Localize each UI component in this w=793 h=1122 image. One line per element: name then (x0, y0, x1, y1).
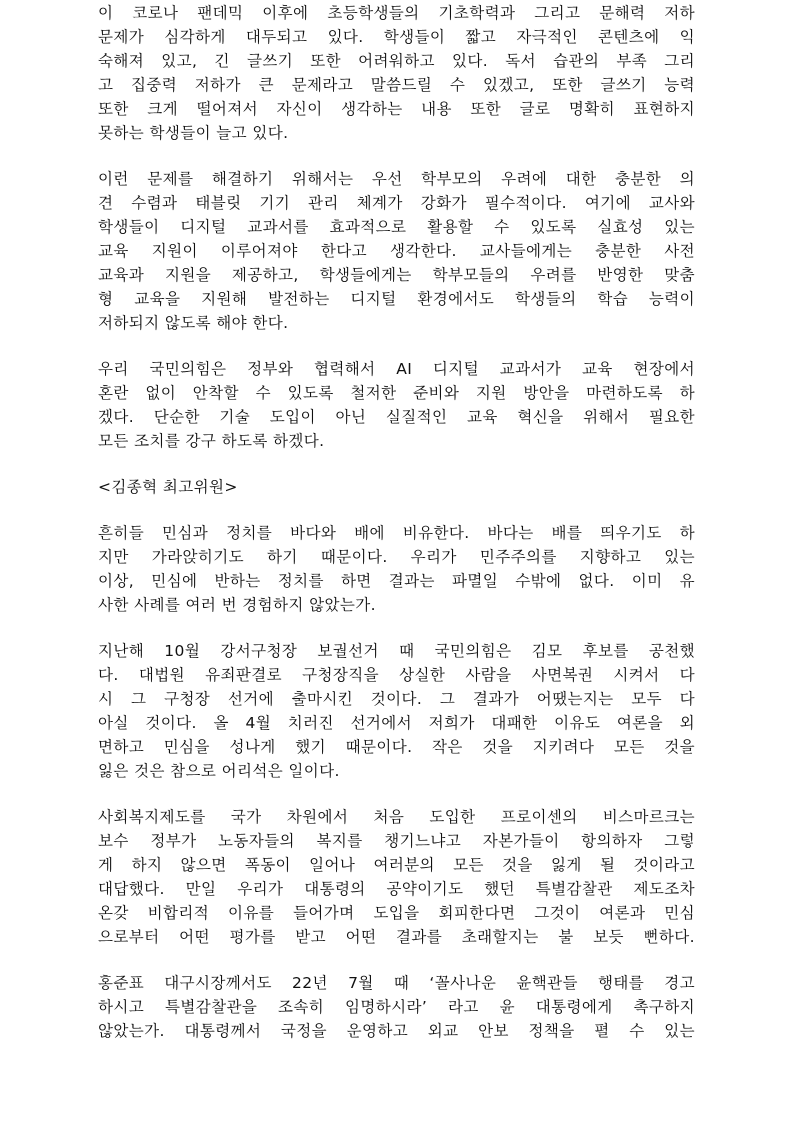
text-line: 겠다. 단순한 기술 도입이 아닌 실질적인 교육 혁신을 위해서 필요한 (98, 408, 695, 426)
text-line: 보수 정부가 노동자들의 복지를 챙기느냐고 자본가들이 항의하자 그렇 (98, 832, 695, 850)
text-line: 게 하지 않으면 폭동이 일어나 여러분의 모든 것을 잃게 될 것이라고 (98, 856, 695, 874)
text-line: 으로부터 어떤 평가를 받고 어떤 결과를 초래할지는 불 보듯 뻔하다. (98, 928, 695, 946)
text-line: 이 코로나 팬데믹 이후에 초등학생들의 기초학력과 그리고 문해력 저하 (98, 4, 695, 22)
text-line: 이런 문제를 해결하기 위해서는 우선 학부모의 우려에 대한 충분한 의 (98, 170, 695, 188)
document-body (98, 1, 695, 1065)
text-line: 홍준표 대구시장께서도 22년 7월 때 ‘꼴사나운 윤핵관들 행태를 경고 (98, 974, 695, 992)
speaker-name: <김종혁 최고위원> (98, 478, 238, 496)
text-line: 사한 사례를 여러 번 경험하지 않았는가. (98, 596, 376, 614)
text-line: 대답했다. 만일 우리가 대통령의 공약이기도 했던 특별감찰관 제도조차 (98, 880, 695, 898)
paragraph-bismarck (98, 805, 695, 949)
text-line: 온갖 비합리적 이유를 들어가며 도입을 회피한다면 그것이 여론과 민심 (98, 904, 695, 922)
text-line: 학생들이 디지털 교과서를 효과적으로 활용할 수 있도록 실효성 있는 (98, 218, 695, 236)
text-line: 혼란 없이 안착할 수 있도록 철저한 준비와 지원 방안을 마련하도록 하 (98, 384, 695, 402)
text-line: 또한 크게 떨어져서 자신이 생각하는 내용 또한 글로 명확히 표현하지 (98, 100, 695, 118)
text-line: 모든 조치를 강구 하도록 하겠다. (98, 432, 325, 450)
paragraph-party-commitment (98, 357, 695, 453)
text-line: 견 수렴과 태블릿 기기 관리 체계가 강화가 필수적이다. 여기에 교사와 (98, 194, 695, 212)
text-line: 잃은 것은 참으로 어리석은 일이다. (98, 762, 340, 780)
paragraph-hong-joon-pyo (98, 971, 695, 1043)
text-line: 않았는가. 대통령께서 국정을 운영하고 외교 안보 정책을 펼 수 있는 (98, 1022, 695, 1040)
paragraph-literacy-decline (98, 1, 695, 145)
text-line: 흔히들 민심과 정치를 바다와 배에 비유한다. 바다는 배를 띄우기도 하 (98, 524, 695, 542)
paragraph-public-sentiment (98, 521, 695, 617)
text-line: 아실 것이다. 올 4월 치러진 선거에서 저희가 대패한 이유도 여론을 외 (98, 714, 695, 732)
text-line: 우리 국민의힘은 정부와 협력해서 AI 디지털 교과서가 교육 현장에서 (98, 360, 695, 378)
text-line: 숙해져 있고, 긴 글쓰기 또한 어려워하고 있다. 독서 습관의 부족 그리 (98, 52, 695, 70)
text-line: 교육과 지원을 제공하고, 학생들에게는 학부모들의 우려를 반영한 맞춤 (98, 266, 695, 284)
text-line: 면하고 민심을 성나게 했기 때문이다. 작은 것을 지키려다 모든 것을 (98, 738, 695, 756)
text-line: 다. 대법원 유죄판결로 구청장직을 상실한 사람을 사면복권 시켜서 다 (98, 666, 695, 684)
text-line: 이상, 민심에 반하는 정치를 하면 결과는 파멸일 수밖에 없다. 이미 유 (98, 572, 695, 590)
text-line: 시 그 구청장 선거에 출마시킨 것이다. 그 결과가 어땠는지는 모두 다 (98, 690, 695, 708)
paragraph-by-election (98, 639, 695, 783)
text-line: 교육 지원이 이루어져야 한다고 생각한다. 교사들에게는 충분한 사전 (98, 242, 695, 260)
text-line: 사회복지제도를 국가 차원에서 처음 도입한 프로이센의 비스마르크는 (98, 808, 695, 826)
text-line: 하시고 특별감찰관을 조속히 임명하시라’ 라고 윤 대통령에게 촉구하지 (98, 998, 695, 1016)
paragraph-solution (98, 167, 695, 335)
speaker-heading (98, 475, 695, 499)
text-line: 못하는 학생들이 늘고 있다. (98, 124, 289, 142)
text-line: 형 교육을 지원해 발전하는 디지털 환경에서도 학생들의 학습 능력이 (98, 290, 695, 308)
text-line: 지난해 10월 강서구청장 보궐선거 때 국민의힘은 김모 후보를 공천했 (98, 642, 695, 660)
text-line: 문제가 심각하게 대두되고 있다. 학생들이 짧고 자극적인 콘텐츠에 익 (98, 28, 695, 46)
text-line: 고 집중력 저하가 큰 문제라고 말씀드릴 수 있겠고, 또한 글쓰기 능력 (98, 76, 695, 94)
text-line: 지만 가라앉히기도 하기 때문이다. 우리가 민주주의를 지향하고 있는 (98, 548, 695, 566)
text-line: 저하되지 않도록 해야 한다. (98, 314, 289, 332)
